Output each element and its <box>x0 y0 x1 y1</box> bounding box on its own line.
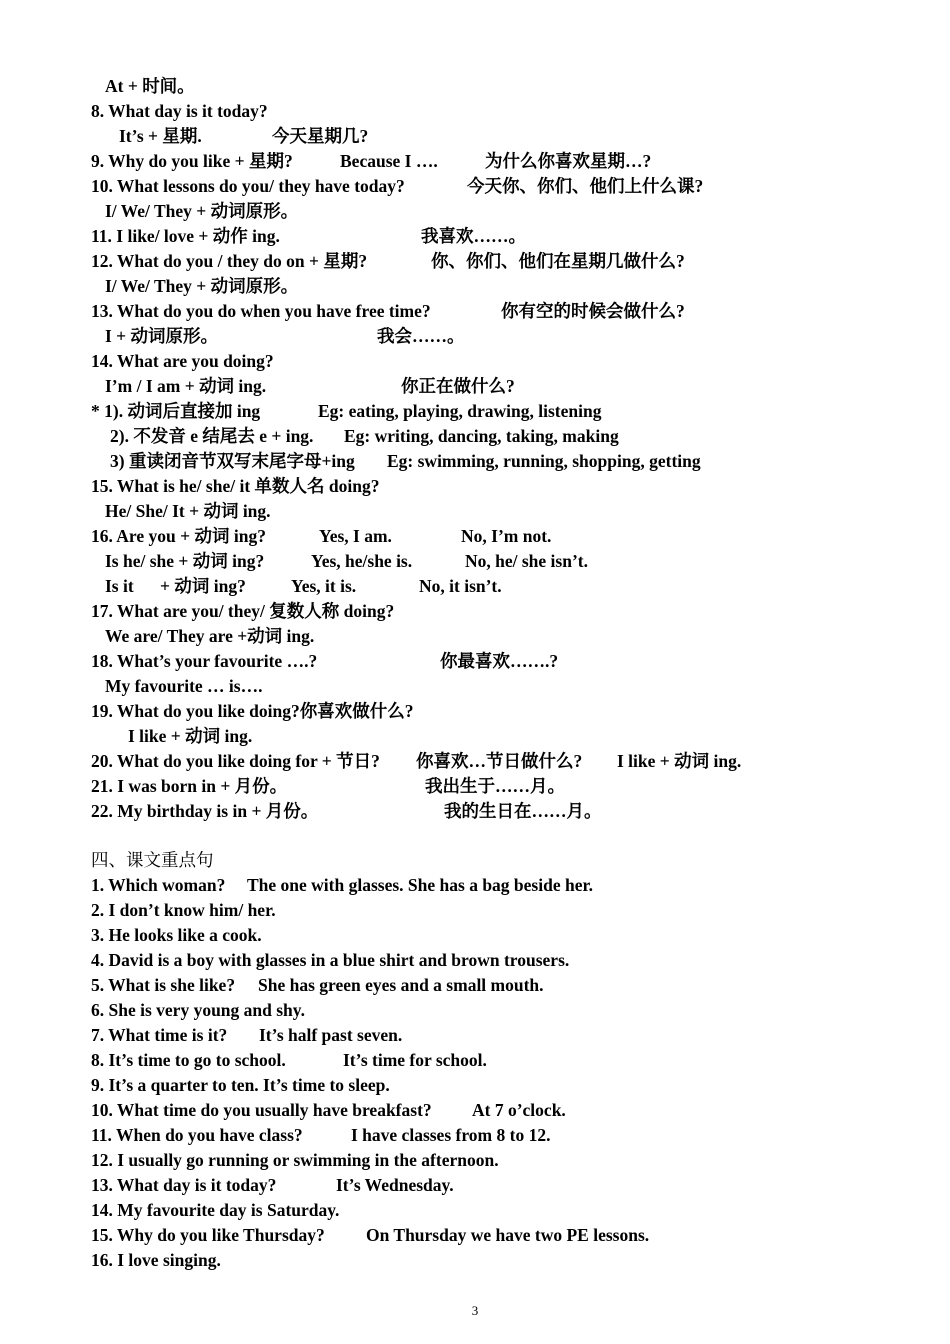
text-line: 2. I don’t know him/ her. <box>91 900 276 920</box>
text-line: I like + 动词 ing. <box>128 726 253 746</box>
text-line: 14. What are you doing? <box>91 351 274 371</box>
text-line: 11. I like/ love + 动作 ing. 我喜欢……。 <box>91 226 526 246</box>
text-line: 17. What are you/ they/ 复数人称 doing? <box>91 601 395 621</box>
text-line: 12. What do you / they do on + 星期? 你、你们、他们在星期几做什么? <box>91 251 685 271</box>
text-line: It’s + 星期. 今天星期几? <box>119 126 369 146</box>
section-title: 四、课文重点句 <box>91 850 214 870</box>
text-line: 20. What do you like doing for + 节日? 你喜欢…节日做什么? I like + 动词 ing. <box>91 751 742 771</box>
text-line: 9. Why do you like + 星期? Because I …. 为什么你喜欢星期…? <box>91 151 652 171</box>
text-line: 6. She is very young and shy. <box>91 1000 305 1020</box>
text-line: 9. It’s a quarter to ten. It’s time to sleep. <box>91 1075 390 1095</box>
text-line: 1. Which woman? The one with glasses. She has a bag beside her. <box>91 875 594 895</box>
page-number: 3 <box>471 1303 479 1318</box>
text-line: 2). 不发音 e 结尾去 e + ing. Eg: writing, dancing, taking, making <box>110 426 619 446</box>
text-line: 13. What do you do when you have free time? 你有空的时候会做什么? <box>91 301 685 321</box>
text-line: 5. What is she like? She has green eyes and a small mouth. <box>91 975 544 995</box>
text-line: 16. I love singing. <box>91 1250 221 1270</box>
text-line: 8. What day is it today? <box>91 101 268 121</box>
text-line: 15. What is he/ she/ it 单数人名 doing? <box>91 476 380 496</box>
text-line: 8. It’s time to go to school. It’s time for school. <box>91 1050 487 1070</box>
text-line: I’m / I am + 动词 ing. 你正在做什么? <box>105 376 515 396</box>
text-line: We are/ They are +动词 ing. <box>105 626 315 646</box>
text-line: * 1). 动词后直接加 ing Eg: eating, playing, drawing, listening <box>91 401 602 421</box>
text-line: 3) 重读闭音节双写末尾字母+ing Eg: swimming, running, shopping, getting <box>110 451 701 471</box>
text-line: 10. What lessons do you/ they have today? 今天你、你们、他们上什么课? <box>91 176 704 196</box>
text-line: I/ We/ They + 动词原形。 <box>105 201 299 221</box>
text-line: 12. I usually go running or swimming in the afternoon. <box>91 1150 499 1170</box>
text-line: 19. What do you like doing?你喜欢做什么? <box>91 701 414 721</box>
text-line: 22. My birthday is in + 月份。 我的生日在……月。 <box>91 801 602 821</box>
text-line: Is it + 动词 ing? Yes, it is. No, it isn’t. <box>105 576 502 596</box>
text-line: 13. What day is it today? It’s Wednesday. <box>91 1175 454 1195</box>
text-line: 21. I was born in + 月份。 我出生于……月。 <box>91 776 565 796</box>
text-line: 11. When do you have class? I have classes from 8 to 12. <box>91 1125 551 1145</box>
text-line: 10. What time do you usually have breakfast? At 7 o’clock. <box>91 1100 566 1120</box>
text-line: 18. What’s your favourite ….? 你最喜欢…….? <box>91 651 559 671</box>
text-line: 4. David is a boy with glasses in a blue shirt and brown trousers. <box>91 950 570 970</box>
text-line: 16. Are you + 动词 ing? Yes, I am. No, I’m not. <box>91 526 552 546</box>
text-line: I/ We/ They + 动词原形。 <box>105 276 299 296</box>
text-line: 14. My favourite day is Saturday. <box>91 1200 340 1220</box>
text-line: 7. What time is it? It’s half past seven. <box>91 1025 403 1045</box>
text-line: At + 时间。 <box>105 76 195 96</box>
text-line: Is he/ she + 动词 ing? Yes, he/she is. No, he/ she isn’t. <box>105 551 588 571</box>
text-line: He/ She/ It + 动词 ing. <box>105 501 271 521</box>
text-line: 3. He looks like a cook. <box>91 925 262 945</box>
text-line: 15. Why do you like Thursday? On Thursday we have two PE lessons. <box>91 1225 650 1245</box>
text-line: My favourite … is…. <box>105 676 263 696</box>
text-line: I + 动词原形。 我会……。 <box>105 326 465 346</box>
